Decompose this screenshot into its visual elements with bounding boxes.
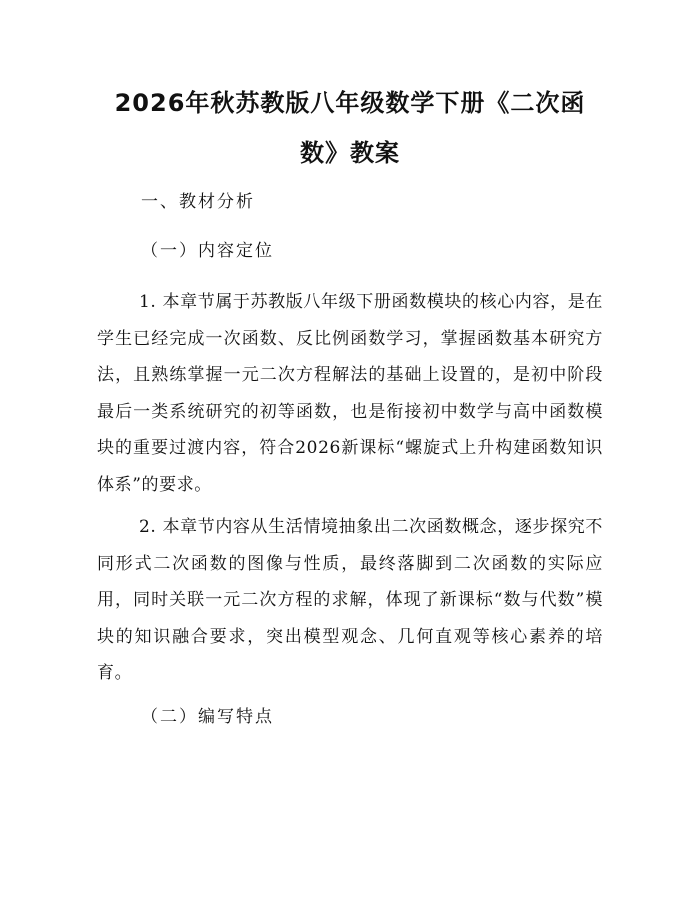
paragraph-content-positioning-1: 1. 本章节属于苏教版八年级下册函数模块的核心内容，是在学生已经完成一次函数、反比例函数学习，掌握函数基本研究方法，且熟练掌握一元二次方程解法的基础上设置的，是初中阶段最后一类系统研究的初等函数，也是衔接初中数学与高中函数模块的重要过渡内容，符合2026新课标“螺旋式上升构建函数知识体系”的要求。 <box>97 292 603 495</box>
document-title: 2026年秋苏教版八年级数学下册《二次函数》教案 <box>114 89 586 167</box>
subsection-heading-writing-features: （二）编写特点 <box>141 707 274 727</box>
section-heading-textbook-analysis: 一、教材分析 <box>141 192 255 212</box>
subsection-heading-content-positioning: （一）内容定位 <box>141 241 274 261</box>
paragraph-content-positioning-2: 2. 本章节内容从生活情境抽象出二次函数概念，逐步探究不同形式二次函数的图像与性质，最终落脚到二次函数的实际应用，同时关联一元二次方程的求解，体现了新课标“数与代数”模块的知识融合要求，突出模型观念、几何直观等核心素养的培育。 <box>97 517 603 684</box>
